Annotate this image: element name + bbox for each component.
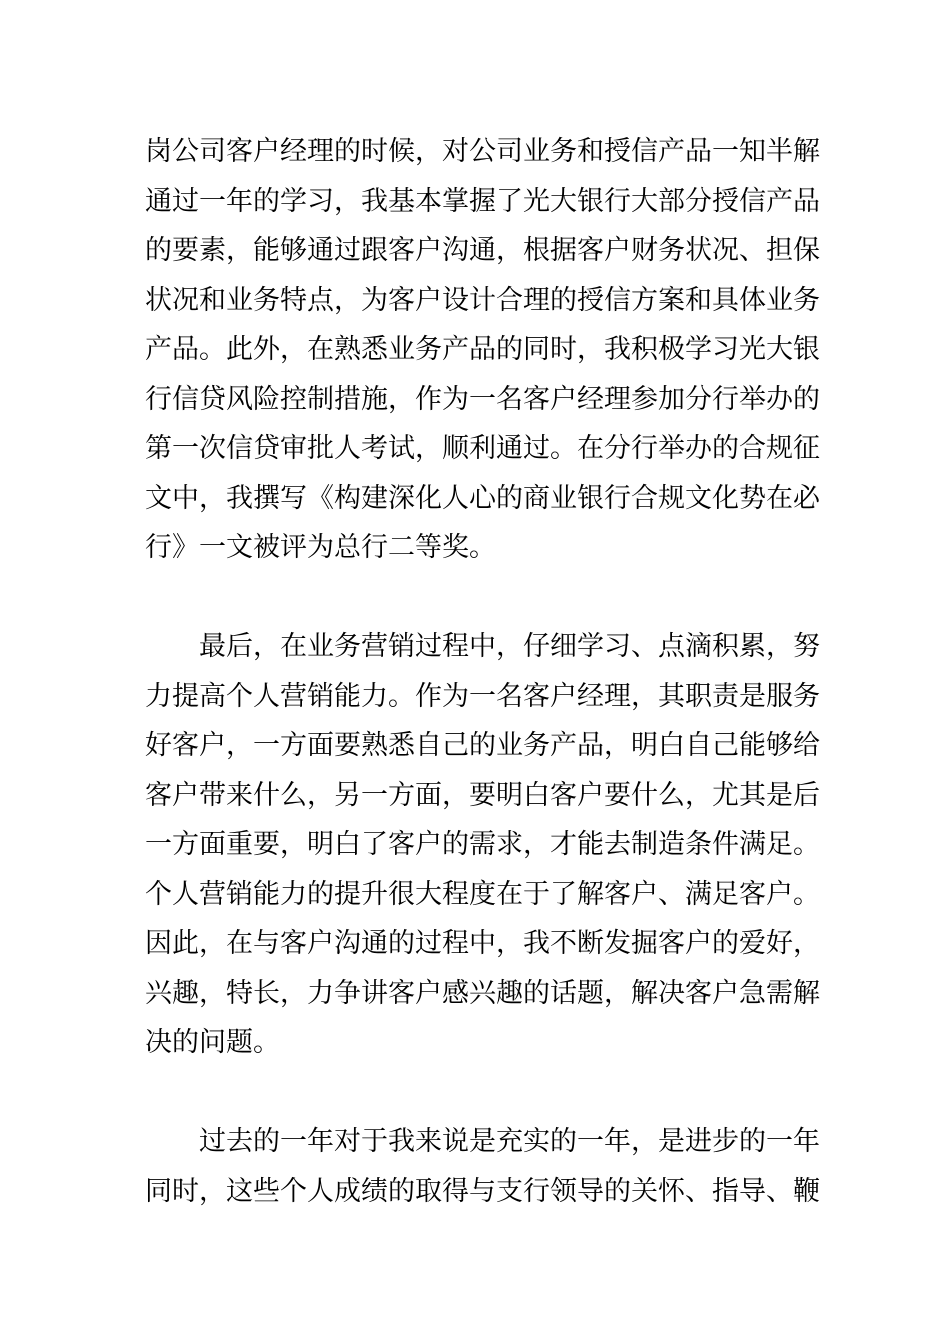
paragraph-line: 产品。此外，在熟悉业务产品的同时，我积极学习光大银	[145, 334, 820, 365]
paragraph-line: 客户带来什么，另一方面，要明白客户要什么，尤其是后	[145, 779, 820, 811]
paragraph-line: 决的问题。	[145, 1027, 280, 1058]
paragraph-year-summary	[145, 1117, 825, 1216]
paragraph-line: 文中，我撰写《构建深化人心的商业银行合规文化势在必	[145, 482, 820, 514]
paragraph-line: 岗公司客户经理的时候，对公司业务和授信产品一知半解	[145, 136, 820, 167]
paragraph-line: 第一次信贷审批人考试，顺利通过。在分行举办的合规征	[145, 433, 820, 464]
paragraph-line: 因此，在与客户沟通的过程中，我不断发掘客户的爱好，	[145, 928, 820, 959]
paragraph-marketing-ability	[145, 622, 825, 1068]
paragraph-line: 力提高个人营销能力。作为一名客户经理，其职责是服务	[145, 680, 820, 712]
paragraph-line: 行》一文被评为总行二等奖。	[145, 532, 496, 563]
paragraph-line: 兴趣，特长，力争讲客户感兴趣的话题，解决客户急需解	[145, 977, 820, 1009]
paragraph-line: 最后，在业务营销过程中，仔细学习、点滴积累，努	[199, 631, 820, 662]
paragraph-line: 一方面重要，明白了客户的需求，才能去制造条件满足。	[145, 829, 820, 860]
paragraph-line: 行信贷风险控制措施，作为一名客户经理参加分行举办的	[145, 383, 820, 415]
paragraph-line: 过去的一年对于我来说是充实的一年，是进步的一年	[199, 1126, 820, 1157]
paragraph-line: 同时，这些个人成绩的取得与支行领导的关怀、指导、鞭	[145, 1175, 820, 1207]
paragraph-line: 通过一年的学习，我基本掌握了光大银行大部分授信产品	[145, 185, 820, 217]
paragraph-line: 好客户，一方面要熟悉自己的业务产品，明白自己能够给	[145, 730, 820, 761]
paragraph-line: 状况和业务特点，为客户设计合理的授信方案和具体业务	[145, 284, 820, 316]
paragraph-line: 个人营销能力的提升很大程度在于了解客户、满足客户。	[145, 878, 820, 910]
paragraph-line: 的要素，能够通过跟客户沟通，根据客户财务状况、担保	[145, 235, 820, 266]
paragraph-credit-products	[145, 127, 825, 573]
